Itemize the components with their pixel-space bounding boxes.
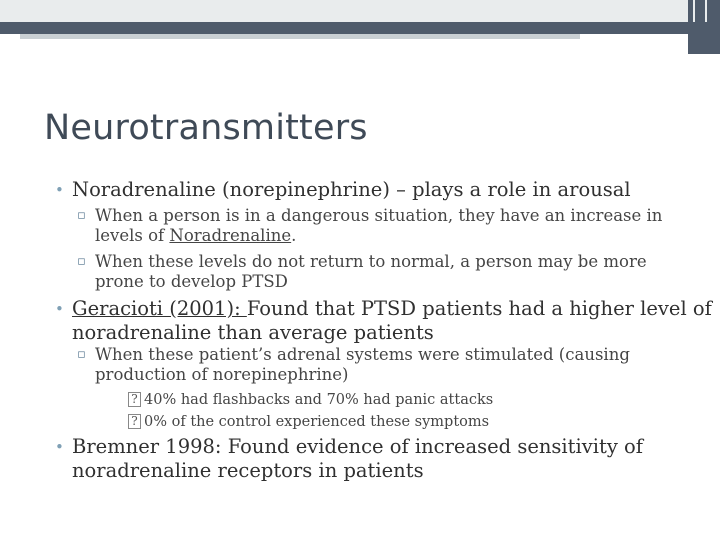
bullet-text: Found that PTSD patients had a higher level of noradrenaline than average patients [72,297,712,344]
subbullet-adrenal [77,345,695,385]
corner-stripe [705,0,707,22]
missing-glyph-icon: ? [128,414,141,429]
bullet-text: Noradrenaline (norepinephrine) – plays a role in arousal [72,178,631,201]
bullet-dot-icon: • [55,181,64,199]
square-bullet-icon: ▫ [77,347,86,362]
header-accent-line [20,34,580,39]
bullet-bremner [55,435,712,483]
subbullet-text: When these patient’s adrenal systems were stimulated (causing production of norepinephrine) [95,345,630,384]
square-bullet-icon: ▫ [77,254,86,269]
bullet-noradrenaline [55,178,712,202]
slide-title: Neurotransmitters [44,108,368,148]
bullet-geracioti [55,297,712,345]
header-band-dark [0,22,720,34]
subsubbullet-flashbacks [131,391,704,410]
geracioti-link[interactable]: Geracioti (2001): [72,297,247,320]
missing-glyph-icon: ? [128,392,141,407]
subbullet-levels [77,252,695,292]
subsubbullet-control [131,413,704,432]
subbullet-text: When these levels do not return to normal, a person may be more prone to develop PTSD [95,252,647,291]
subbullet-punct: . [291,226,297,245]
noradrenaline-link[interactable]: Noradrenaline [169,226,292,245]
bullet-text: Bremner 1998: Found evidence of increased sensitivity of noradrenaline receptors in patients [72,435,644,482]
subsubbullet-text: 0% of the control experienced these symptoms [144,414,490,430]
corner-stripe [693,0,695,22]
bullet-dot-icon: • [55,438,64,456]
bullet-dot-icon: • [55,300,64,318]
square-bullet-icon: ▫ [77,208,86,223]
header-band-light [0,0,720,22]
subsubbullet-text: 40% had flashbacks and 70% had panic attacks [144,392,494,408]
subbullet-text: When a person is in a dangerous situation, they have an increase in levels of [95,206,663,245]
subbullet-dangerous-situation [77,206,695,246]
